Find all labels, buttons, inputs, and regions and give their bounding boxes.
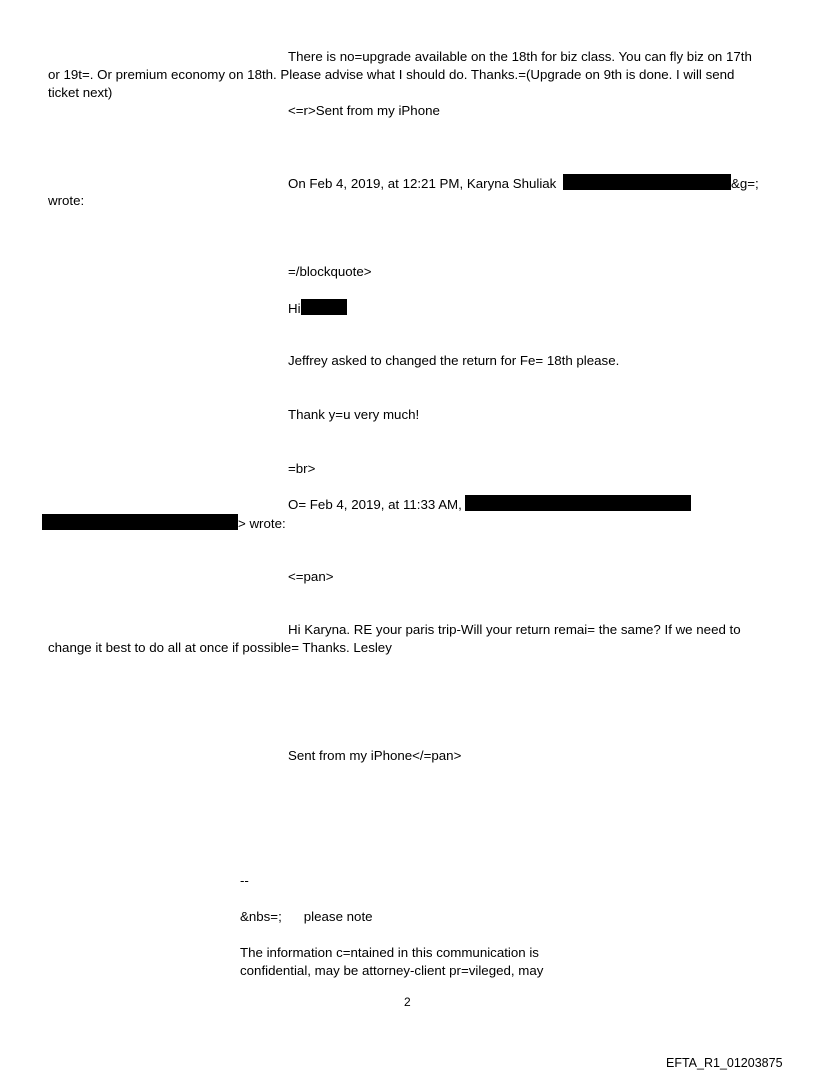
reply-header-2	[288, 495, 691, 514]
redaction-block	[301, 299, 347, 315]
please-note-text: please note	[303, 909, 373, 924]
reply-header-1-text: On Feb 4, 2019, at 12:21 PM, Karyna Shuliak	[288, 176, 557, 191]
redaction-block	[563, 174, 731, 190]
jeffrey-line: Jeffrey asked to changed the return for Fe= 18th please.	[288, 353, 620, 368]
greeting-hi-text: Hi	[288, 301, 301, 316]
br-line: =br>	[288, 461, 316, 476]
pan-open: <=pan>	[288, 569, 334, 584]
karyna-first-line: Hi Karyna. RE your paris trip-Will your return remai= the same? If we need to	[288, 622, 741, 637]
redaction-block	[42, 514, 238, 530]
confidential-line-2: confidential, may be attorney-client pr=vileged, may	[240, 963, 544, 978]
wrote-1: wrote:	[48, 193, 85, 208]
redaction-block	[465, 495, 691, 511]
please-note-line	[240, 908, 373, 926]
reply-header-1	[288, 174, 759, 193]
wrote-2	[42, 514, 286, 533]
para1-second-line: or 19t=. Or premium economy on 18th. Please advise what I should do. Thanks.=(Upgrade on 9th is done. I will send	[48, 67, 735, 82]
karyna-second-line: change it best to do all at once if possible= Thanks. Lesley	[48, 640, 392, 655]
nbs-text: &nbs=;	[240, 909, 282, 924]
signature-dashes: --	[240, 873, 249, 888]
reply-header-1-end: &g=;	[731, 176, 759, 191]
para1-first-line: There is no=upgrade available on the 18th for biz class. You can fly biz on 17th	[288, 49, 752, 64]
para1-third-line: ticket next)	[48, 85, 113, 100]
blockquote-close: =/blockquote>	[288, 264, 372, 279]
reply-header-2-text: O= Feb 4, 2019, at 11:33 AM,	[288, 497, 462, 512]
sent-from-iphone-2: Sent from my iPhone</=pan>	[288, 748, 462, 763]
thank-you-line: Thank y=u very much!	[288, 407, 420, 422]
wrote-2-text: > wrote:	[238, 516, 286, 531]
sent-from-iphone-1: <=r>Sent from my iPhone	[288, 103, 440, 118]
document-id: EFTA_R1_01203875	[666, 1056, 783, 1070]
greeting-hi	[288, 299, 347, 318]
page-number: 2	[404, 995, 411, 1009]
confidential-line-1: The information c=ntained in this communication is	[240, 945, 539, 960]
